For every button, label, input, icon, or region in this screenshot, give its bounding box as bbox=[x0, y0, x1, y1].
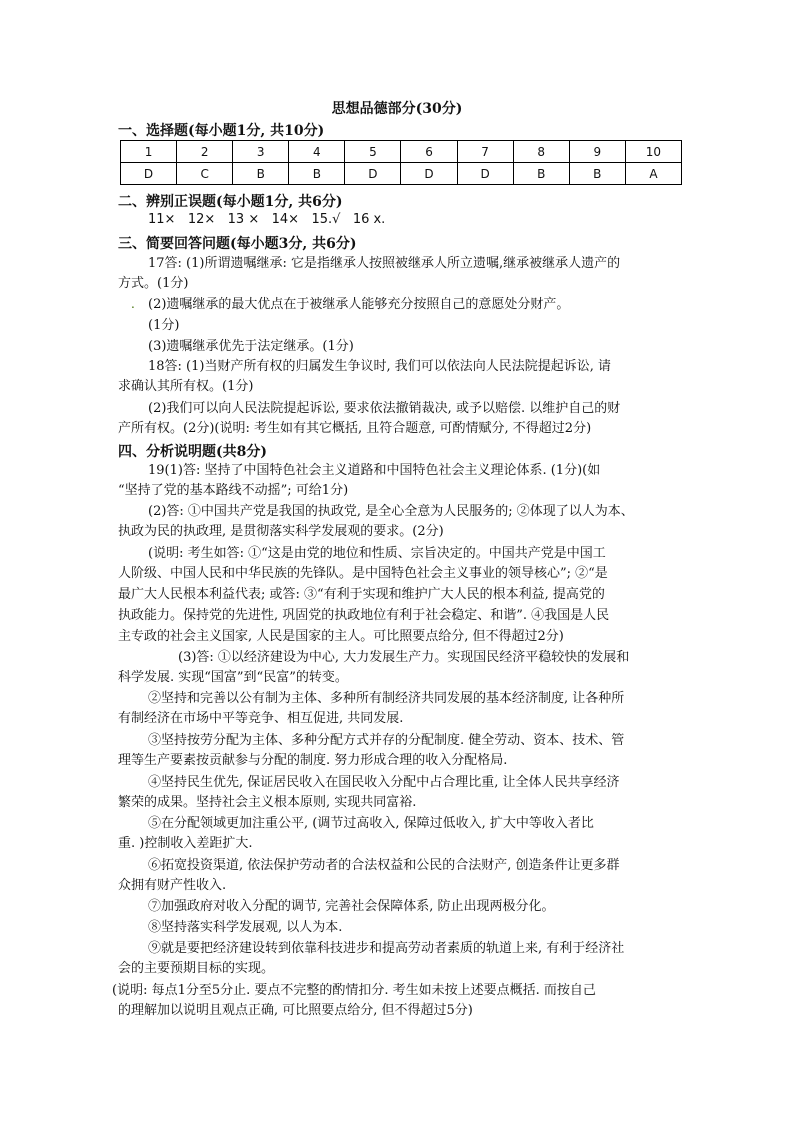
section3-heading: 三、简要回答问题(每小题3分, 共6分) bbox=[118, 236, 357, 252]
table-cell: D bbox=[457, 163, 513, 185]
text-line: 众拥有财产性收入. bbox=[118, 878, 227, 893]
text-line: 执政为民的执政理, 是贯彻落实科学发展观的要求。(2分) bbox=[118, 524, 444, 539]
text-line: 执政能力。保持党的先进性, 巩固党的执政地位有利于社会稳定、和谐”. ④我国是人民 bbox=[118, 608, 610, 623]
table-cell: B bbox=[289, 163, 345, 185]
table-cell: C bbox=[177, 163, 233, 185]
text-line: 求确认其所有权。(1分) bbox=[118, 379, 254, 394]
text-line: 主专政的社会主义国家, 人民是国家的主人。可比照要点给分, 但不得超过2分) bbox=[118, 629, 564, 644]
text-line: 方式。(1分) bbox=[118, 276, 189, 291]
page-title: 思想品德部分(30分) bbox=[331, 101, 463, 117]
table-cell: D bbox=[345, 163, 401, 185]
text-line: 重. )控制收入差距扩大. bbox=[118, 836, 253, 851]
table-cell: B bbox=[513, 163, 569, 185]
text-line: (说明: 每点1分至5分止. 要点不完整的酌情扣分. 考生如未按上述要点概括. 而按自己 bbox=[112, 983, 596, 998]
text-line: (1分) bbox=[148, 318, 180, 333]
answer-row bbox=[121, 163, 682, 185]
table-cell: D bbox=[401, 163, 457, 185]
text-line: “坚持了党的基本路线不动摇”; 可给1分) bbox=[118, 483, 349, 498]
text-line: 产所有权。(2分)(说明: 考生如有其它概括, 且符合题意, 可酌情赋分, 不得超过2分) bbox=[118, 421, 592, 436]
table-cell: 6 bbox=[401, 141, 457, 163]
text-line: ⑦加强政府对收入分配的调节, 完善社会保障体系, 防止出现两极分化。 bbox=[148, 899, 555, 914]
table-cell: 1 bbox=[121, 141, 177, 163]
text-line: 17答: (1)所谓遗嘱继承: 它是指继承人按照被继承人所立遗嘱,继承被继承人遗产的 bbox=[148, 256, 621, 271]
text-line: ③坚持按劳分配为主体、多种分配方式并存的分配制度. 健全劳动、资本、技术、管 bbox=[148, 733, 625, 748]
text-line: (3)答: ①以经济建设为中心, 大力发展生产力。实现国民经济平稳较快的发展和 bbox=[178, 650, 630, 665]
text-line: 18答: (1)当财产所有权的归属发生争议时, 我们可以依法向人民法院提起诉讼, 请 bbox=[148, 359, 611, 374]
text-line: ②坚持和完善以公有制为主体、多种所有制经济共同发展的基本经济制度, 让各种所 bbox=[148, 691, 625, 706]
text-line: 科学发展. 实现“国富”到“民富”的转变。 bbox=[118, 670, 348, 685]
table-cell: 7 bbox=[457, 141, 513, 163]
table-cell: B bbox=[233, 163, 289, 185]
text-line: 最广大人民根本利益代表; 或答: ③“有利于实现和维护广大人民的根本利益, 提高党的 bbox=[118, 587, 605, 602]
text-line: ⑤在分配领域更加注重公平, (调节过高收入, 保障过低收入, 扩大中等收入者比 bbox=[148, 816, 594, 831]
section1-heading: 一、选择题(每小题1分, 共10分) bbox=[118, 123, 325, 139]
table-cell: 3 bbox=[233, 141, 289, 163]
judgement-answers: 11× 12× 13 × 14× 15.√ 16 x. bbox=[148, 212, 386, 227]
table-cell: 10 bbox=[625, 141, 681, 163]
text-line: 的理解加以说明且观点正确, 可比照要点给分, 但不得超过5分) bbox=[118, 1003, 473, 1018]
text-line: ④坚持民生优先, 保证居民收入在国民收入分配中占合理比重, 让全体人民共享经济 bbox=[148, 775, 620, 790]
section2-heading: 二、辨别正误题(每小题1分, 共6分) bbox=[118, 194, 343, 210]
text-line: (2)我们可以向人民法院提起诉讼, 要求依法撤销裁决, 或予以赔偿. 以维护自己的财 bbox=[148, 401, 621, 416]
text-line: 有制经济在市场中平等竞争、相互促进, 共同发展. bbox=[118, 711, 404, 726]
table-cell: D bbox=[121, 163, 177, 185]
text-line: ⑧坚持落实科学发展观, 以人为本. bbox=[148, 920, 343, 935]
text-line: ⑨就是要把经济建设转到依靠科技进步和提高劳动者素质的轨道上来, 有利于经济社 bbox=[148, 941, 625, 956]
text-line: 19(1)答: 坚持了中国特色社会主义道路和中国特色社会主义理论体系. (1分)(如 bbox=[148, 463, 601, 478]
table-cell: 8 bbox=[513, 141, 569, 163]
text-line: (2)答: ①中国共产党是我国的执政党, 是全心全意为人民服务的; ②体现了以人为本、 bbox=[148, 504, 634, 519]
table-cell: 5 bbox=[345, 141, 401, 163]
table-cell: 4 bbox=[289, 141, 345, 163]
text-line: 理等生产要素按贡献参与分配的制度. 努力形成合理的收入分配格局. bbox=[118, 753, 508, 768]
section4-heading: 四、分析说明题(共8分) bbox=[118, 444, 267, 460]
text-line: 繁荣的成果。坚持社会主义根本原则, 实现共同富裕. bbox=[118, 795, 417, 810]
table-cell: 9 bbox=[569, 141, 625, 163]
stray-dot-mark: . bbox=[131, 297, 135, 311]
question-number-row bbox=[121, 141, 682, 163]
text-line: (3)遗嘱继承优先于法定继承。(1分) bbox=[148, 339, 354, 354]
text-line: 人阶级、中国人民和中华民族的先锋队。是中国特色社会主义事业的领导核心”; ②“是 bbox=[118, 566, 608, 581]
table-cell: A bbox=[625, 163, 681, 185]
choice-answer-table bbox=[120, 140, 682, 185]
text-line: (说明: 考生如答: ①“这是由党的地位和性质、宗旨决定的。中国共产党是中国工 bbox=[148, 546, 606, 561]
text-line: (2)遗嘱继承的最大优点在于被继承人能够充分按照自己的意愿处分财产。 bbox=[148, 297, 570, 312]
table-cell: B bbox=[569, 163, 625, 185]
table-cell: 2 bbox=[177, 141, 233, 163]
text-line: ⑥拓宽投资渠道, 依法保护劳动者的合法权益和公民的合法财产, 创造条件让更多群 bbox=[148, 858, 620, 873]
text-line: 会的主要预期目标的实现。 bbox=[118, 961, 275, 976]
